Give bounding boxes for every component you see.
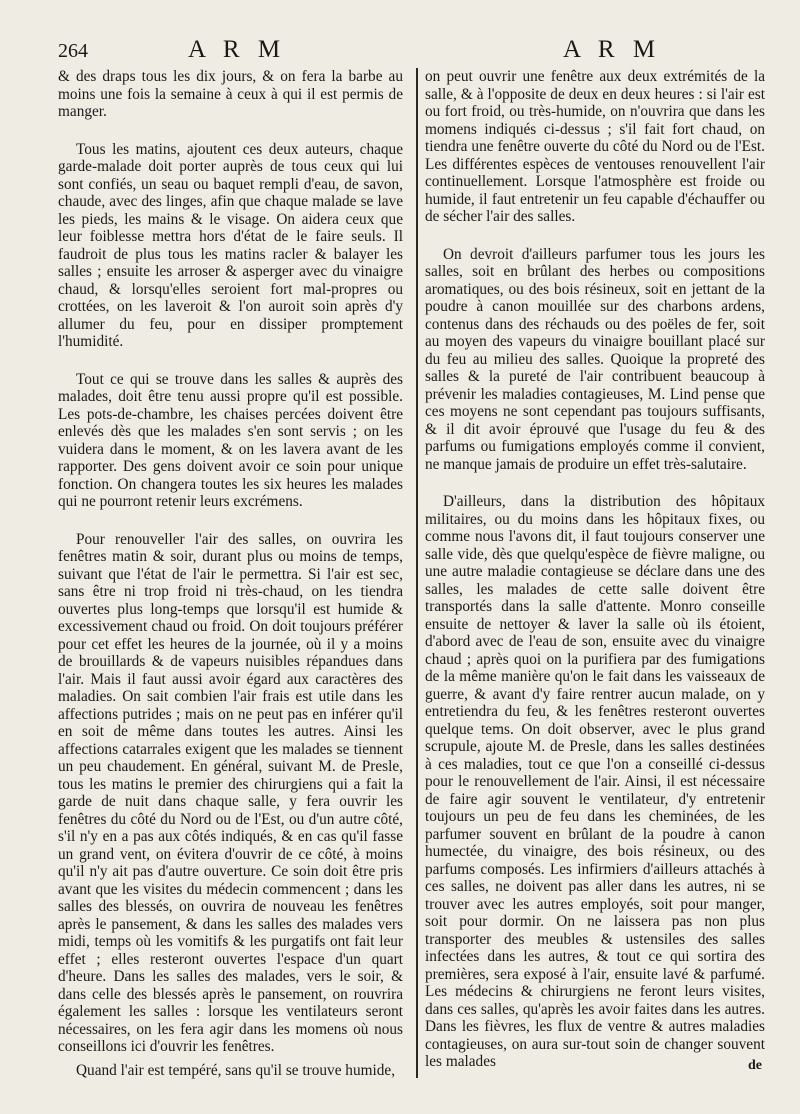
paragraph: On devroit d'ailleurs parfumer tous les jours les salles, soit en brûlant des herbes ou compositions aromatiques, ou des bois résineux, soit en jettant de la poudre à canon mouillée sur des charbons ardens, contenus dans des réchauds ou des poëles de fer, soit au moyen des vapeurs du vinaigre bouillant placé sur du feu au milieu des salles. Quoique la propreté des salles & la pureté de l'air contribuent beaucoup à prévenir les maladies contagieuses, M. Lind pense que ces moyens ne sont cependant pas toujours suffisants, & il dit avoir éprouvé que l'usage du feu & des parfums ou fumigations employés comme il convient, ne manque jamais de produire un effet très-salutaire. — [425, 245, 765, 473]
paragraph: & des draps tous les dix jours, & on fera la barbe au moins une fois la semaine à ceux à qui il est permis de manger. — [58, 68, 403, 120]
paragraph: D'ailleurs, dans la distribution des hôpitaux militaires, ou du moins dans les hôpitaux fixes, ou comme nous l'avons dit, il faut toujours conserver une salle vide, dès que quelqu'espèce de fièvre maligne, ou une autre maladie contagieuse se déclare dans une des salles, les malades de cette salle doivent être transportés dans la salle d'attente. Monro conseille ensuite de nettoyer & laver la salle où ils étoient, d'abord avec de l'eau de son, ensuite avec du vinaigre chaud ; après quoi on la purifiera par des fumigations de la même manière qu'on le fait dans les vaisseaux de guerre, & avant d'y faire rentrer aucun malade, on y entretiendra du feu, & les fenêtres resteront ouvertes quelque tems. On doit observer, avec le plus grand scrupule, ajoute M. de Presle, dans les salles destinées à ces maladies, tout ce que l'on a conseillé ci-dessus pour le renouvellement de l'air. Ainsi, il est nécessaire de faire agir souvent le ventilateur, d'y entretenir toujours un peu de feu dans les cheminées, de les parfumer souvent en brûlant de la poudre à canon humectée, du vinaigre, des bois résineux, ou des parfums composés. Les infirmiers d'ailleurs attachés à ces salles, ne doivent pas aller dans les autres, ni se trouver avec les autres employés, soit pour manger, soit pour dormir. On ne laissera pas non plus transporter des meubles & ustensiles des salles infectées dans les autres, & tout ce qui sortira des premières, sera exposé à l'air, ensuite lavé & parfumé. Les médecins & chirurgiens ne feront leurs visites, dans ces salles, qu'après les avoir faites dans les autres. Dans les fièvres, les flux de ventre & autres maladies contagieuses, on aura sur-tout soin de changer souvent les malades — [425, 493, 765, 1070]
right-column — [425, 68, 765, 1108]
column-divider — [416, 68, 418, 1078]
page-number: 264 — [58, 40, 88, 62]
paragraph: on peut ouvrir une fenêtre aux deux extrémités de la salle, & à l'opposite de deux en deux heures : si l'air est ou fort froid, ou très-humide, on n'ouvrira que dans les momens indiqués ci-dessus ; s'il fait fort chaud, on tiendra une fenêtre ouverte du côté du Nord ou de l'Est. Les différentes espèces de ventouses renouvellent l'air continuellement. Lorsque l'atmosphère est froide ou humide, il faut entretenir un feu capable d'échauffer ou de sécher l'air des salles. — [425, 68, 765, 225]
paragraph: Quand l'air est tempéré, sans qu'il se trouve humide, — [76, 1061, 396, 1079]
running-head-left: A R M — [188, 36, 287, 63]
page-header — [58, 34, 772, 68]
paragraph: Tous les matins, ajoutent ces deux auteurs, chaque garde-malade doit porter auprès de tous ceux qui lui sont confiés, un seau ou baquet rempli d'eau, de savon, chaude, avec des linges, afin que chaque malade se lave les pieds, les mains & le visage. On aidera ceux que leur foiblesse mettra hors d'état de le faire seuls. Il faudroit de plus tous les matins racler & balayer les salles ; ensuite les arroser & asperger avec du vinaigre chaud, & lorsqu'elles seroient fort mal-propres ou crottées, on les laveroit & l'on auroit soin après d'y allumer du feu, pour en dissiper promptement l'humidité. — [58, 140, 403, 350]
running-head-right: A R M — [563, 36, 662, 63]
left-column — [58, 68, 403, 1108]
catchword: de — [748, 1058, 762, 1073]
paragraph: Tout ce qui se trouve dans les salles & auprès des malades, doit être tenu aussi propre qu'il est possible. Les pots-de-chambre, les chaises percées doivent être enlevés dès que les malades s'en sont servis ; on les vuidera dans le moment, & on les lavera avant de les rapporter. Des gens doivent avoir ce soin pour unique fonction. On changera toutes les six heures les malades qui ne pourront retenir leurs excrémens. — [58, 370, 403, 510]
paragraph: Pour renouveller l'air des salles, on ouvrira les fenêtres matin & soir, durant plus ou moins de temps, suivant que l'état de l'air le permettra. Si l'air est sec, sans être ni trop froid ni très-chaud, on les tiendra ouvertes plus long-temps que lorsqu'il est humide & excessivement chaud ou froid. On doit toujours préférer pour cet effet les heures de la journée, où il y a moins de brouillards & de vapeurs nuisibles répandues dans l'air. Mais il faut aussi avoir égard aux caractères des maladies. On sait combien l'air frais est utile dans les affections putrides ; mais on ne peut pas en inférer qu'il en soit de même dans toutes les autres. Ainsi les affections catarrales exigent que les malades se tiennent un peu chaudement. En général, suivant M. de Presle, tous les matins le premier des chirurgiens qui a fait la garde de nuit dans chaque salle, y fera ouvrir les fenêtres du côté du Nord ou de l'Est, ou d'un autre côté, s'il n'y en a pas aux côtés indiqués, & en cas qu'il fasse un grand vent, on évitera d'ouvrir de ce côté, à moins qu'il n'y ait pas d'autre ouverture. Ce soin doit être pris avant que les visites du médecin commencent ; dans les salles des blessés, on ouvrira de nouveau les fenêtres après le pansement, & dans les salles des malades vers midi, temps où les vomitifs & les purgatifs ont fait leur effet ; elles resteront ouvertes l'espace d'un quart d'heure. Dans les salles des malades, vers le soir, & dans celle des blessés après le pansement, on rouvrira également les salles : lorsque les ventilateurs seront nécessaires, on les fera agir dans les momens où nous conseillons ici d'ouvrir les fenêtres. — [58, 530, 403, 1055]
